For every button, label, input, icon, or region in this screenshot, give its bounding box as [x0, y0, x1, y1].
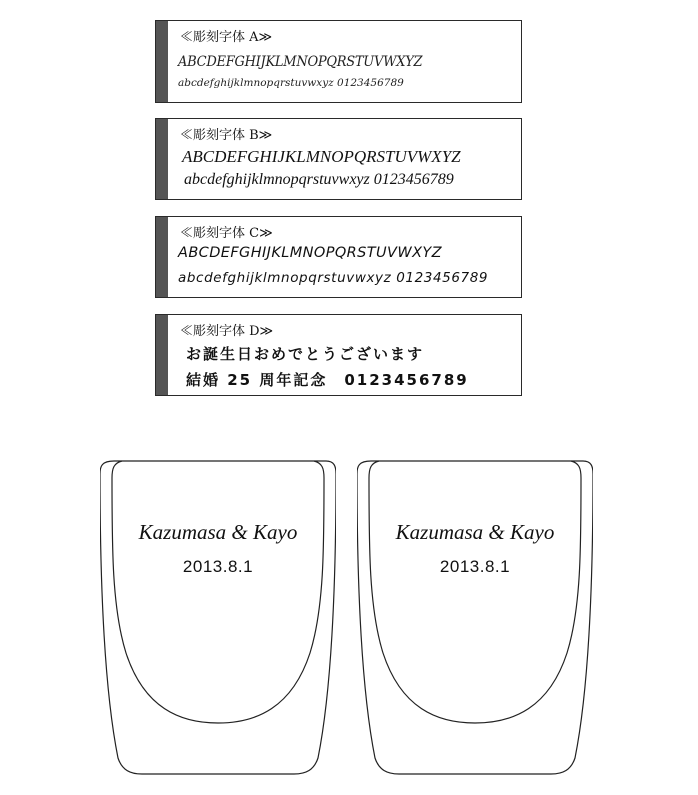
- font-sample-d: [155, 314, 522, 396]
- uppercase-sample: ABCDEFGHIJKLMNOPQRSTUVWXYZ: [182, 147, 461, 166]
- font-sample-c: [155, 216, 522, 298]
- font-title: ≪彫刻字体 A≫: [180, 30, 273, 45]
- uppercase-sample: ABCDEFGHIJKLMNOPQRSTUVWXYZ: [178, 245, 442, 261]
- lowercase-digits-sample: abcdefghijklmnopqrstuvwxyz 0123456789: [178, 270, 489, 286]
- panel-accent-bar: [156, 315, 168, 395]
- lowercase-digits-sample: abcdefghijklmnopqrstuvwxyz 0123456789: [178, 77, 404, 89]
- font-title: ≪彫刻字体 D≫: [180, 324, 274, 339]
- japanese-anniversary-sample: 結婚 25 周年記念 0123456789: [186, 371, 469, 389]
- engraved-cup-left: [100, 458, 336, 778]
- font-sample-b: [155, 118, 522, 200]
- panel-accent-bar: [156, 119, 168, 199]
- lowercase-digits-sample: abcdefghijklmnopqrstuvwxyz 0123456789: [184, 171, 454, 188]
- cup-outline-icon: [100, 458, 336, 778]
- uppercase-sample: ABCDEFGHIJKLMNOPQRSTUVWXYZ: [178, 54, 423, 70]
- font-title: ≪彫刻字体 B≫: [180, 128, 273, 143]
- engraved-date: 2013.8.1: [182, 557, 254, 576]
- engraved-names: Kazumasa & Kayo: [138, 520, 298, 544]
- font-title: ≪彫刻字体 C≫: [180, 226, 273, 241]
- engraved-names: Kazumasa & Kayo: [395, 520, 555, 544]
- font-sample-a: [155, 20, 522, 103]
- engraved-cup-right: [357, 458, 593, 778]
- panel-accent-bar: [156, 217, 168, 297]
- japanese-greeting-sample: お誕生日おめでとうございます: [186, 345, 425, 363]
- panel-accent-bar: [156, 21, 168, 102]
- engraved-date: 2013.8.1: [439, 557, 511, 576]
- cup-outline-icon: [357, 458, 593, 778]
